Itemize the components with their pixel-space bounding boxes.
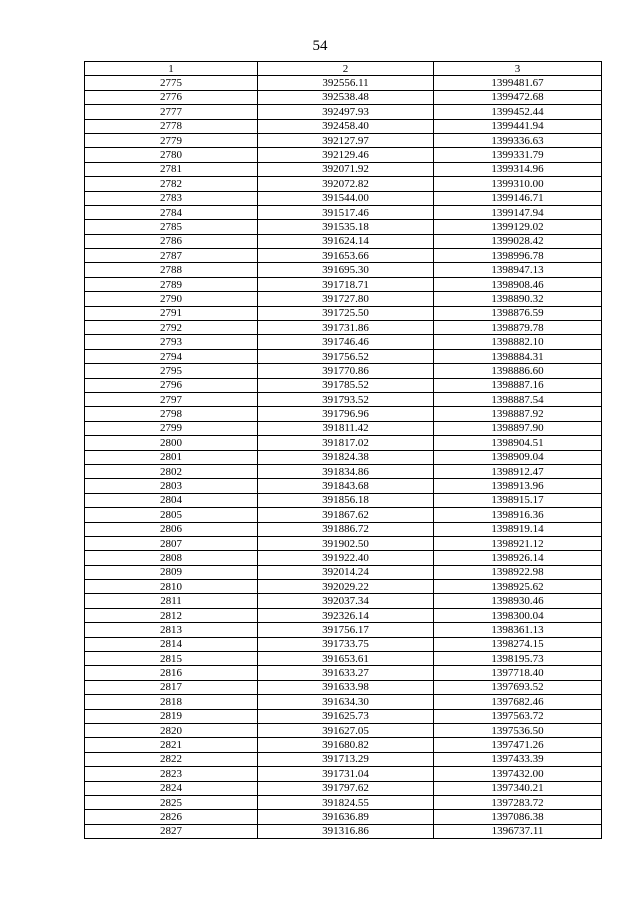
table-cell-col-2: 392538.48 — [258, 90, 434, 104]
table-cell-col-3: 1398887.54 — [434, 392, 602, 406]
table-cell-col-3: 1396737.11 — [434, 824, 602, 838]
table-row — [85, 105, 602, 119]
table-cell-col-1: 2776 — [85, 90, 258, 104]
table-cell-col-2: 391793.52 — [258, 392, 434, 406]
table-cell-col-2: 392129.46 — [258, 148, 434, 162]
table-cell-col-1: 2820 — [85, 723, 258, 737]
table-cell-col-3: 1398886.60 — [434, 364, 602, 378]
table-cell-col-2: 391633.27 — [258, 666, 434, 680]
table-cell-col-3: 1398947.13 — [434, 263, 602, 277]
table-row — [85, 90, 602, 104]
table-row — [85, 608, 602, 622]
table-cell-col-2: 392127.97 — [258, 133, 434, 147]
table-row — [85, 824, 602, 838]
table-cell-col-3: 1398897.90 — [434, 421, 602, 435]
table-cell-col-2: 391756.52 — [258, 349, 434, 363]
table-cell-col-1: 2782 — [85, 177, 258, 191]
table-cell-col-1: 2784 — [85, 205, 258, 219]
table-cell-col-2: 391517.46 — [258, 205, 434, 219]
table-row — [85, 781, 602, 795]
column-header-3: 3 — [434, 62, 602, 76]
table-cell-col-2: 391824.55 — [258, 795, 434, 809]
table-cell-col-2: 391733.75 — [258, 637, 434, 651]
table-cell-col-3: 1398876.59 — [434, 306, 602, 320]
table-cell-col-1: 2823 — [85, 767, 258, 781]
table-row — [85, 536, 602, 550]
table-row — [85, 119, 602, 133]
table-cell-col-1: 2795 — [85, 364, 258, 378]
table-cell-col-1: 2797 — [85, 392, 258, 406]
table-cell-col-3: 1399336.63 — [434, 133, 602, 147]
table-cell-col-3: 1399331.79 — [434, 148, 602, 162]
table-cell-col-3: 1398879.78 — [434, 321, 602, 335]
table-row — [85, 623, 602, 637]
table-cell-col-1: 2785 — [85, 220, 258, 234]
table-row — [85, 594, 602, 608]
table-cell-col-3: 1397432.00 — [434, 767, 602, 781]
column-header-1: 1 — [85, 62, 258, 76]
table-cell-col-3: 1398887.92 — [434, 407, 602, 421]
table-cell-col-3: 1397536.50 — [434, 723, 602, 737]
table-cell-col-3: 1398915.17 — [434, 493, 602, 507]
table-row — [85, 220, 602, 234]
table-cell-col-2: 391731.86 — [258, 321, 434, 335]
table-cell-col-1: 2794 — [85, 349, 258, 363]
table-row — [85, 522, 602, 536]
column-header-2: 2 — [258, 62, 434, 76]
table-cell-col-1: 2811 — [85, 594, 258, 608]
table-cell-col-3: 1398300.04 — [434, 608, 602, 622]
table-row — [85, 709, 602, 723]
table-row — [85, 364, 602, 378]
table-cell-col-3: 1399310.00 — [434, 177, 602, 191]
table-cell-col-3: 1399147.94 — [434, 205, 602, 219]
table-cell-col-3: 1399314.96 — [434, 162, 602, 176]
table-cell-col-3: 1398926.14 — [434, 551, 602, 565]
table-cell-col-3: 1397340.21 — [434, 781, 602, 795]
table-cell-col-3: 1398909.04 — [434, 450, 602, 464]
table-cell-col-3: 1397283.72 — [434, 795, 602, 809]
table-row — [85, 263, 602, 277]
table-cell-col-1: 2791 — [85, 306, 258, 320]
table-cell-col-1: 2778 — [85, 119, 258, 133]
table-cell-col-2: 391718.71 — [258, 277, 434, 291]
table-cell-col-1: 2799 — [85, 421, 258, 435]
table-cell-col-2: 392497.93 — [258, 105, 434, 119]
table-row — [85, 565, 602, 579]
table-cell-col-2: 391746.46 — [258, 335, 434, 349]
table-cell-col-1: 2810 — [85, 580, 258, 594]
table-cell-col-2: 391770.86 — [258, 364, 434, 378]
table-cell-col-2: 391843.68 — [258, 479, 434, 493]
table-cell-col-2: 392014.24 — [258, 565, 434, 579]
table-cell-col-2: 391856.18 — [258, 493, 434, 507]
table-cell-col-2: 392326.14 — [258, 608, 434, 622]
table-row — [85, 695, 602, 709]
table-row — [85, 450, 602, 464]
table-cell-col-1: 2786 — [85, 234, 258, 248]
table-cell-col-2: 391811.42 — [258, 421, 434, 435]
table-cell-col-2: 391817.02 — [258, 436, 434, 450]
table-row — [85, 810, 602, 824]
table-cell-col-1: 2775 — [85, 76, 258, 90]
table-row — [85, 277, 602, 291]
table-cell-col-1: 2822 — [85, 752, 258, 766]
table-cell-col-1: 2783 — [85, 191, 258, 205]
table-row — [85, 464, 602, 478]
table-cell-col-2: 391824.38 — [258, 450, 434, 464]
table-row — [85, 666, 602, 680]
table-cell-col-2: 391633.98 — [258, 680, 434, 694]
table-row — [85, 162, 602, 176]
table-cell-col-3: 1398882.10 — [434, 335, 602, 349]
table-row — [85, 133, 602, 147]
table-row — [85, 752, 602, 766]
table-cell-col-1: 2789 — [85, 277, 258, 291]
table-cell-col-3: 1397433.39 — [434, 752, 602, 766]
table-cell-col-1: 2777 — [85, 105, 258, 119]
table-cell-col-2: 391796.96 — [258, 407, 434, 421]
table-cell-col-3: 1398195.73 — [434, 652, 602, 666]
table-cell-col-1: 2788 — [85, 263, 258, 277]
table-cell-col-1: 2818 — [85, 695, 258, 709]
table-cell-col-2: 391785.52 — [258, 378, 434, 392]
table-header — [85, 62, 602, 76]
table-cell-col-1: 2780 — [85, 148, 258, 162]
table-cell-col-3: 1399129.02 — [434, 220, 602, 234]
table-cell-col-2: 391797.62 — [258, 781, 434, 795]
table-row — [85, 493, 602, 507]
table-cell-col-1: 2809 — [85, 565, 258, 579]
table-cell-col-2: 391727.80 — [258, 292, 434, 306]
table-body — [85, 76, 602, 839]
table-cell-col-2: 391695.30 — [258, 263, 434, 277]
coordinates-table — [84, 61, 602, 839]
table-cell-col-1: 2803 — [85, 479, 258, 493]
table-cell-col-1: 2779 — [85, 133, 258, 147]
table-cell-col-2: 392037.34 — [258, 594, 434, 608]
table-row — [85, 479, 602, 493]
table-cell-col-3: 1399472.68 — [434, 90, 602, 104]
table-row — [85, 551, 602, 565]
table-cell-col-3: 1399452.44 — [434, 105, 602, 119]
table-row — [85, 292, 602, 306]
table-cell-col-3: 1398361.13 — [434, 623, 602, 637]
table-cell-col-3: 1398912.47 — [434, 464, 602, 478]
table-cell-col-2: 391653.66 — [258, 249, 434, 263]
table-cell-col-3: 1398925.62 — [434, 580, 602, 594]
table-cell-col-3: 1399146.71 — [434, 191, 602, 205]
table-cell-col-1: 2793 — [85, 335, 258, 349]
table-row — [85, 335, 602, 349]
table-cell-col-3: 1398921.12 — [434, 536, 602, 550]
table-cell-col-3: 1398930.46 — [434, 594, 602, 608]
table-cell-col-1: 2819 — [85, 709, 258, 723]
table-cell-col-3: 1398916.36 — [434, 508, 602, 522]
table-row — [85, 234, 602, 248]
table-cell-col-2: 391756.17 — [258, 623, 434, 637]
table-cell-col-1: 2790 — [85, 292, 258, 306]
table-cell-col-3: 1397718.40 — [434, 666, 602, 680]
table-row — [85, 306, 602, 320]
table-cell-col-3: 1398890.32 — [434, 292, 602, 306]
table-cell-col-3: 1398904.51 — [434, 436, 602, 450]
table-cell-col-3: 1399441.94 — [434, 119, 602, 133]
table-row — [85, 249, 602, 263]
table-cell-col-2: 391725.50 — [258, 306, 434, 320]
table-cell-col-1: 2827 — [85, 824, 258, 838]
table-cell-col-2: 391680.82 — [258, 738, 434, 752]
table-cell-col-2: 392556.11 — [258, 76, 434, 90]
table-row — [85, 205, 602, 219]
table-row — [85, 421, 602, 435]
table-row — [85, 407, 602, 421]
table-cell-col-2: 391636.89 — [258, 810, 434, 824]
table-cell-col-3: 1399028.42 — [434, 234, 602, 248]
table-cell-col-1: 2821 — [85, 738, 258, 752]
table-cell-col-2: 391625.73 — [258, 709, 434, 723]
table-row — [85, 349, 602, 363]
table-cell-col-3: 1397563.72 — [434, 709, 602, 723]
table-row — [85, 738, 602, 752]
table-cell-col-3: 1398887.16 — [434, 378, 602, 392]
table-cell-col-1: 2781 — [85, 162, 258, 176]
table-cell-col-2: 391922.40 — [258, 551, 434, 565]
table-cell-col-3: 1397682.46 — [434, 695, 602, 709]
table-row — [85, 767, 602, 781]
table-cell-col-2: 392458.40 — [258, 119, 434, 133]
table-cell-col-3: 1398922.98 — [434, 565, 602, 579]
table-cell-col-2: 392072.82 — [258, 177, 434, 191]
table-cell-col-2: 391316.86 — [258, 824, 434, 838]
table-row — [85, 680, 602, 694]
table-cell-col-1: 2805 — [85, 508, 258, 522]
header-row — [85, 62, 602, 76]
table-cell-col-3: 1397693.52 — [434, 680, 602, 694]
table-cell-col-3: 1398908.46 — [434, 277, 602, 291]
table-cell-col-2: 391535.18 — [258, 220, 434, 234]
page-number: 54 — [312, 38, 328, 54]
table-cell-col-1: 2808 — [85, 551, 258, 565]
table-cell-col-1: 2804 — [85, 493, 258, 507]
table-row — [85, 795, 602, 809]
table-cell-col-1: 2825 — [85, 795, 258, 809]
table-cell-col-1: 2787 — [85, 249, 258, 263]
table-cell-col-2: 392029.22 — [258, 580, 434, 594]
table-cell-col-3: 1398884.31 — [434, 349, 602, 363]
table-cell-col-2: 391624.14 — [258, 234, 434, 248]
table-row — [85, 723, 602, 737]
table-cell-col-2: 392071.92 — [258, 162, 434, 176]
table-row — [85, 436, 602, 450]
table-row — [85, 177, 602, 191]
table-cell-col-1: 2807 — [85, 536, 258, 550]
table-cell-col-1: 2815 — [85, 652, 258, 666]
table-row — [85, 637, 602, 651]
table-cell-col-3: 1398996.78 — [434, 249, 602, 263]
table-row — [85, 652, 602, 666]
table-cell-col-1: 2826 — [85, 810, 258, 824]
table-cell-col-3: 1398274.15 — [434, 637, 602, 651]
table-row — [85, 148, 602, 162]
table-row — [85, 508, 602, 522]
table-cell-col-2: 391731.04 — [258, 767, 434, 781]
table-cell-col-2: 391634.30 — [258, 695, 434, 709]
table-row — [85, 76, 602, 90]
table-cell-col-3: 1398913.96 — [434, 479, 602, 493]
table-cell-col-1: 2816 — [85, 666, 258, 680]
table-cell-col-3: 1399481.67 — [434, 76, 602, 90]
table-cell-col-2: 391653.61 — [258, 652, 434, 666]
table-cell-col-1: 2812 — [85, 608, 258, 622]
table-cell-col-1: 2806 — [85, 522, 258, 536]
table-cell-col-1: 2817 — [85, 680, 258, 694]
table-cell-col-2: 391886.72 — [258, 522, 434, 536]
table-cell-col-1: 2800 — [85, 436, 258, 450]
table-cell-col-3: 1398919.14 — [434, 522, 602, 536]
table-cell-col-2: 391867.62 — [258, 508, 434, 522]
table-cell-col-2: 391834.86 — [258, 464, 434, 478]
table-cell-col-2: 391902.50 — [258, 536, 434, 550]
table-cell-col-2: 391713.29 — [258, 752, 434, 766]
table-cell-col-2: 391544.00 — [258, 191, 434, 205]
table-cell-col-1: 2796 — [85, 378, 258, 392]
table-cell-col-2: 391627.05 — [258, 723, 434, 737]
table-row — [85, 321, 602, 335]
table-row — [85, 580, 602, 594]
table-cell-col-1: 2801 — [85, 450, 258, 464]
table-cell-col-1: 2813 — [85, 623, 258, 637]
table-cell-col-1: 2802 — [85, 464, 258, 478]
table-row — [85, 191, 602, 205]
table-row — [85, 392, 602, 406]
table-cell-col-3: 1397086.38 — [434, 810, 602, 824]
table-cell-col-1: 2824 — [85, 781, 258, 795]
table-row — [85, 378, 602, 392]
table-cell-col-1: 2814 — [85, 637, 258, 651]
table-cell-col-1: 2792 — [85, 321, 258, 335]
table-cell-col-3: 1397471.26 — [434, 738, 602, 752]
table-cell-col-1: 2798 — [85, 407, 258, 421]
